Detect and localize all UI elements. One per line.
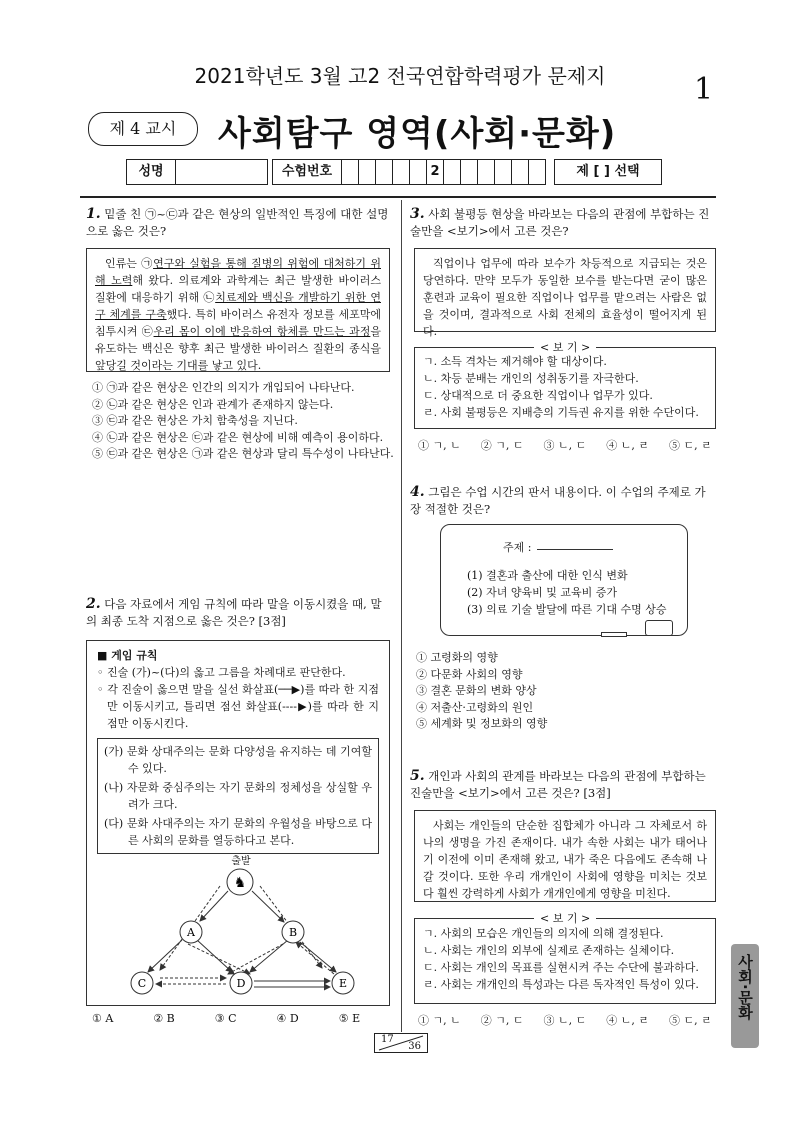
start-label: 출발	[231, 856, 251, 867]
exam-title: 2021학년도 3월 고2 전국연합학력평가 문제지	[194, 64, 606, 88]
statement: (나) 자문화 중심주의는 자기 문화의 정체성을 상실할 우려가 크다.	[104, 781, 372, 811]
chalk-icon	[601, 632, 627, 637]
column-divider	[401, 200, 402, 1032]
option[interactable]: ⑤ ㄷ, ㄹ	[669, 439, 712, 452]
option[interactable]: ⑤ ㉢과 같은 현상은 ㉠과 같은 현상과 달리 특수성이 나타난다.	[92, 447, 394, 460]
statements-box	[97, 738, 379, 854]
exam-number-box[interactable]	[272, 159, 546, 185]
digit-cell[interactable]	[376, 160, 393, 184]
bogi-box	[414, 347, 716, 429]
option[interactable]: ② ㄱ, ㄷ	[480, 439, 524, 452]
statement: (다) 문화 사대주의는 자기 문화의 우월성을 바탕으로 다른 사회의 문화를 열등하다고 본다.	[104, 817, 372, 847]
bogi-item: ㄹ. 사회 불평등은 지배층의 기득권 유지를 위한 수단이다.	[423, 406, 699, 419]
passage-box	[86, 248, 390, 372]
digit-cell[interactable]	[478, 160, 495, 184]
bogi-title: < 보 기 >	[534, 910, 596, 926]
option[interactable]: ① ㄱ, ㄴ	[418, 439, 461, 452]
digit-cell[interactable]	[512, 160, 529, 184]
question-stem: 다음 자료에서 게임 규칙에 따라 말을 이동시켰을 때, 말의 최종 도착 지점으로 옳은 것은? [3점]	[86, 597, 382, 628]
option[interactable]: ⑤ 세계화 및 정보화의 영향	[416, 717, 548, 730]
question-number: 4.	[410, 484, 425, 500]
passage-text: 인류는 ㉠	[105, 257, 154, 270]
q5-options	[418, 1012, 732, 1028]
selection-box[interactable]	[554, 159, 662, 185]
eraser-icon	[645, 620, 673, 636]
horse-icon: ♞	[233, 875, 247, 891]
option[interactable]: ① A	[92, 1012, 114, 1025]
question-number: 5.	[410, 768, 425, 784]
option[interactable]: ③ C	[214, 1012, 237, 1025]
q1-options	[92, 380, 392, 463]
rule-title: ■ 게임 규칙	[97, 649, 158, 662]
underline-1: 연구와 실험을 통해 질병의 위험에 대처하기 위해 노력	[95, 257, 381, 287]
question-4	[410, 484, 716, 518]
subject-side-tab	[731, 944, 759, 1048]
digit-cell[interactable]	[342, 160, 359, 184]
question-3	[410, 206, 716, 240]
rule-text: ◦ 각 진술이 옳으면 말을 실선 화살표(──▶)를 따라 한 지점만 이동시키고, 틀리면 점선 화살표(----▶)를 따라 한 지점만 이동시킨다.	[97, 683, 379, 730]
bogi-item: ㄴ. 차등 분배는 개인의 성취동기를 자극한다.	[423, 372, 639, 385]
question-2	[86, 596, 392, 630]
option[interactable]: ④ 저출산·고령화의 원인	[416, 700, 534, 714]
exam-number-cells[interactable]	[342, 160, 545, 184]
question-stem: 그림은 수업 시간의 판서 내용이다. 이 수업의 주제로 가장 적절한 것은?	[410, 485, 706, 516]
underline-2: 치료제와 백신을 개발하기 위한 연구 체계를 구축	[95, 291, 381, 321]
chalkboard	[440, 524, 688, 636]
option[interactable]: ① ㉠과 같은 현상은 인간의 의지가 개입되어 나타난다.	[92, 381, 355, 394]
selection-label: 제 [ ] 선택	[576, 164, 640, 179]
option[interactable]: ② ㉡과 같은 현상은 인과 관계가 존재하지 않는다.	[92, 397, 334, 411]
question-number: 3.	[410, 206, 425, 222]
digit-cell[interactable]	[410, 160, 427, 184]
node-a-label: A	[187, 926, 195, 939]
bogi-item: ㄱ. 소득 격차는 제거해야 할 대상이다.	[423, 355, 607, 368]
node-b-label: B	[288, 926, 298, 939]
node-d-label: D	[236, 977, 246, 990]
q4-options	[416, 650, 547, 733]
option[interactable]: ④ ㉡과 같은 현상은 ㉢과 같은 현상에 비해 예측이 용이하다.	[92, 430, 384, 444]
bogi-item: ㄱ. 사회의 모습은 개인들의 의지에 의해 결정된다.	[423, 927, 664, 940]
period-badge: 제 4 교시	[88, 112, 198, 146]
passage-text: 해 왔다. 의료계와 과학계는 최근 발생한 바이러스 질환에 대응하기 위해 ㉡	[95, 274, 382, 304]
page-total: 36	[408, 1041, 421, 1052]
option[interactable]: ⑤ E	[338, 1012, 361, 1025]
option[interactable]: ① 고령화의 영향	[416, 651, 498, 664]
question-stem: 개인과 사회의 관계를 바라보는 다음의 관점에 부합하는 진술만을 <보기>에서 고른 것은? [3점]	[410, 769, 706, 800]
name-box[interactable]	[126, 159, 268, 185]
bogi-item: ㄴ. 사회는 개인의 외부에 실제로 존재하는 실체이다.	[423, 944, 675, 957]
statement: (가) 문화 상대주의는 문화 다양성을 유지하는 데 기여할 수 있다.	[104, 745, 372, 775]
option[interactable]: ④ ㄴ, ㄹ	[606, 1014, 649, 1027]
digit-cell[interactable]	[444, 160, 461, 184]
q3-options	[418, 437, 732, 453]
digit-cell[interactable]	[495, 160, 512, 184]
question-stem: 사회 불평등 현상을 바라보는 다음의 관점에 부합하는 진술만을 <보기>에서 고른 것은?	[410, 207, 710, 238]
header-rule	[80, 196, 716, 198]
board-topic: 주제 :	[503, 541, 532, 554]
option[interactable]: ③ ㉢과 같은 현상은 가치 함축성을 지닌다.	[92, 414, 298, 427]
question-5	[410, 768, 716, 802]
rule-text: ◦ 진술 (가)~(다)의 옳고 그름을 차례대로 판단한다.	[97, 666, 346, 679]
passage-text: 직업이나 업무에 따라 보수가 차등적으로 지급되는 것은 당연하다. 만약 모두가 동일한 보수를 받는다면 굳이 많은 훈련과 교육이 필요한 직업이나 업무를 맡으려는 사람은 없을 것이며, 결과적으로 사회 전체의 효율성이 떨어지게 된다.	[423, 257, 707, 338]
board-item: (2) 자녀 양육비 및 교육비 증가	[467, 586, 617, 599]
option[interactable]: ② B	[153, 1012, 175, 1025]
bogi-title: < 보 기 >	[534, 339, 596, 355]
option[interactable]: ② 다문화 사회의 영향	[416, 667, 523, 681]
digit-cell-filled: 2	[427, 160, 444, 184]
page-number: 1	[694, 72, 714, 107]
bogi-box	[414, 918, 716, 1004]
option[interactable]: ③ 결혼 문화의 변화 양상	[416, 684, 537, 697]
question-stem: 밑줄 친 ㉠~㉢과 같은 현상의 일반적인 특징에 대한 설명으로 옳은 것은?	[86, 207, 389, 238]
node-c-label: C	[137, 977, 147, 990]
digit-cell[interactable]	[393, 160, 410, 184]
passage-text: 사회는 개인들의 단순한 집합체가 아니라 그 자체로서 하나의 생명을 가진 존재이다. 내가 속한 사회는 내가 태어나기 이전에 이미 존재해 왔고, 내가 죽은 다음에도 존속해 나갈 것이다. 또한 우리 개개인이 사회에 영향을 미치는 것보다 훨씬 강력하게 사회가 개개인에게 영향을 미친다.	[423, 819, 707, 900]
option[interactable]: ② ㄱ, ㄷ	[480, 1014, 524, 1027]
option[interactable]: ④ ㄴ, ㄹ	[606, 439, 649, 452]
movement-diagram	[100, 850, 376, 1000]
option[interactable]: ④ D	[276, 1012, 299, 1025]
board-items	[467, 567, 666, 618]
exam-number-label: 수험번호	[273, 160, 342, 184]
board-item: (3) 의료 기술 발달에 따른 기대 수명 상승	[467, 603, 667, 616]
side-tab-label: 사회·문화	[736, 954, 754, 1020]
page-current: 17	[381, 1034, 394, 1045]
node-e-label: E	[338, 977, 348, 990]
option[interactable]: ① ㄱ, ㄴ	[418, 1014, 461, 1027]
question-1	[86, 206, 392, 240]
name-label: 성명	[127, 160, 176, 184]
name-field[interactable]	[176, 160, 267, 184]
subject-title: 사회탐구 영역(사회·문화)	[218, 114, 617, 154]
page-counter	[374, 1033, 428, 1053]
question-number: 2.	[86, 596, 101, 612]
digit-cell[interactable]	[461, 160, 478, 184]
passage-box	[414, 810, 716, 902]
option[interactable]: ③ ㄴ, ㄷ	[543, 1014, 587, 1027]
bogi-item: ㄷ. 상대적으로 더 중요한 직업이나 업무가 있다.	[423, 389, 653, 402]
q2-options	[92, 1012, 380, 1025]
passage-text: 했다. 특히 바이러스 유전자 정보를 세포막에 침투시켜 ㉢	[95, 308, 381, 338]
digit-cell[interactable]	[529, 160, 545, 184]
board-item: (1) 결혼과 출산에 대한 인식 변화	[467, 569, 628, 582]
passage-box	[414, 248, 716, 338]
passage-text: 을 유도하는 백신은 향후 최근 발생한 바이러스 질환의 종식을 앞당길 것이라는 기대를 낳고 있다.	[95, 325, 381, 372]
option[interactable]: ⑤ ㄷ, ㄹ	[669, 1014, 712, 1027]
digit-cell[interactable]	[359, 160, 376, 184]
topic-blank	[537, 549, 613, 550]
bogi-item: ㄹ. 사회는 개개인의 특성과는 다른 독자적인 특성이 있다.	[423, 978, 699, 991]
underline-3: 우리 몸이 이에 반응하여 항체를 만드는 과정	[153, 325, 371, 338]
bogi-item: ㄷ. 사회는 개인의 목표를 실현시켜 주는 수단에 불과하다.	[423, 961, 699, 974]
question-number: 1.	[86, 206, 101, 222]
option[interactable]: ③ ㄴ, ㄷ	[543, 439, 587, 452]
